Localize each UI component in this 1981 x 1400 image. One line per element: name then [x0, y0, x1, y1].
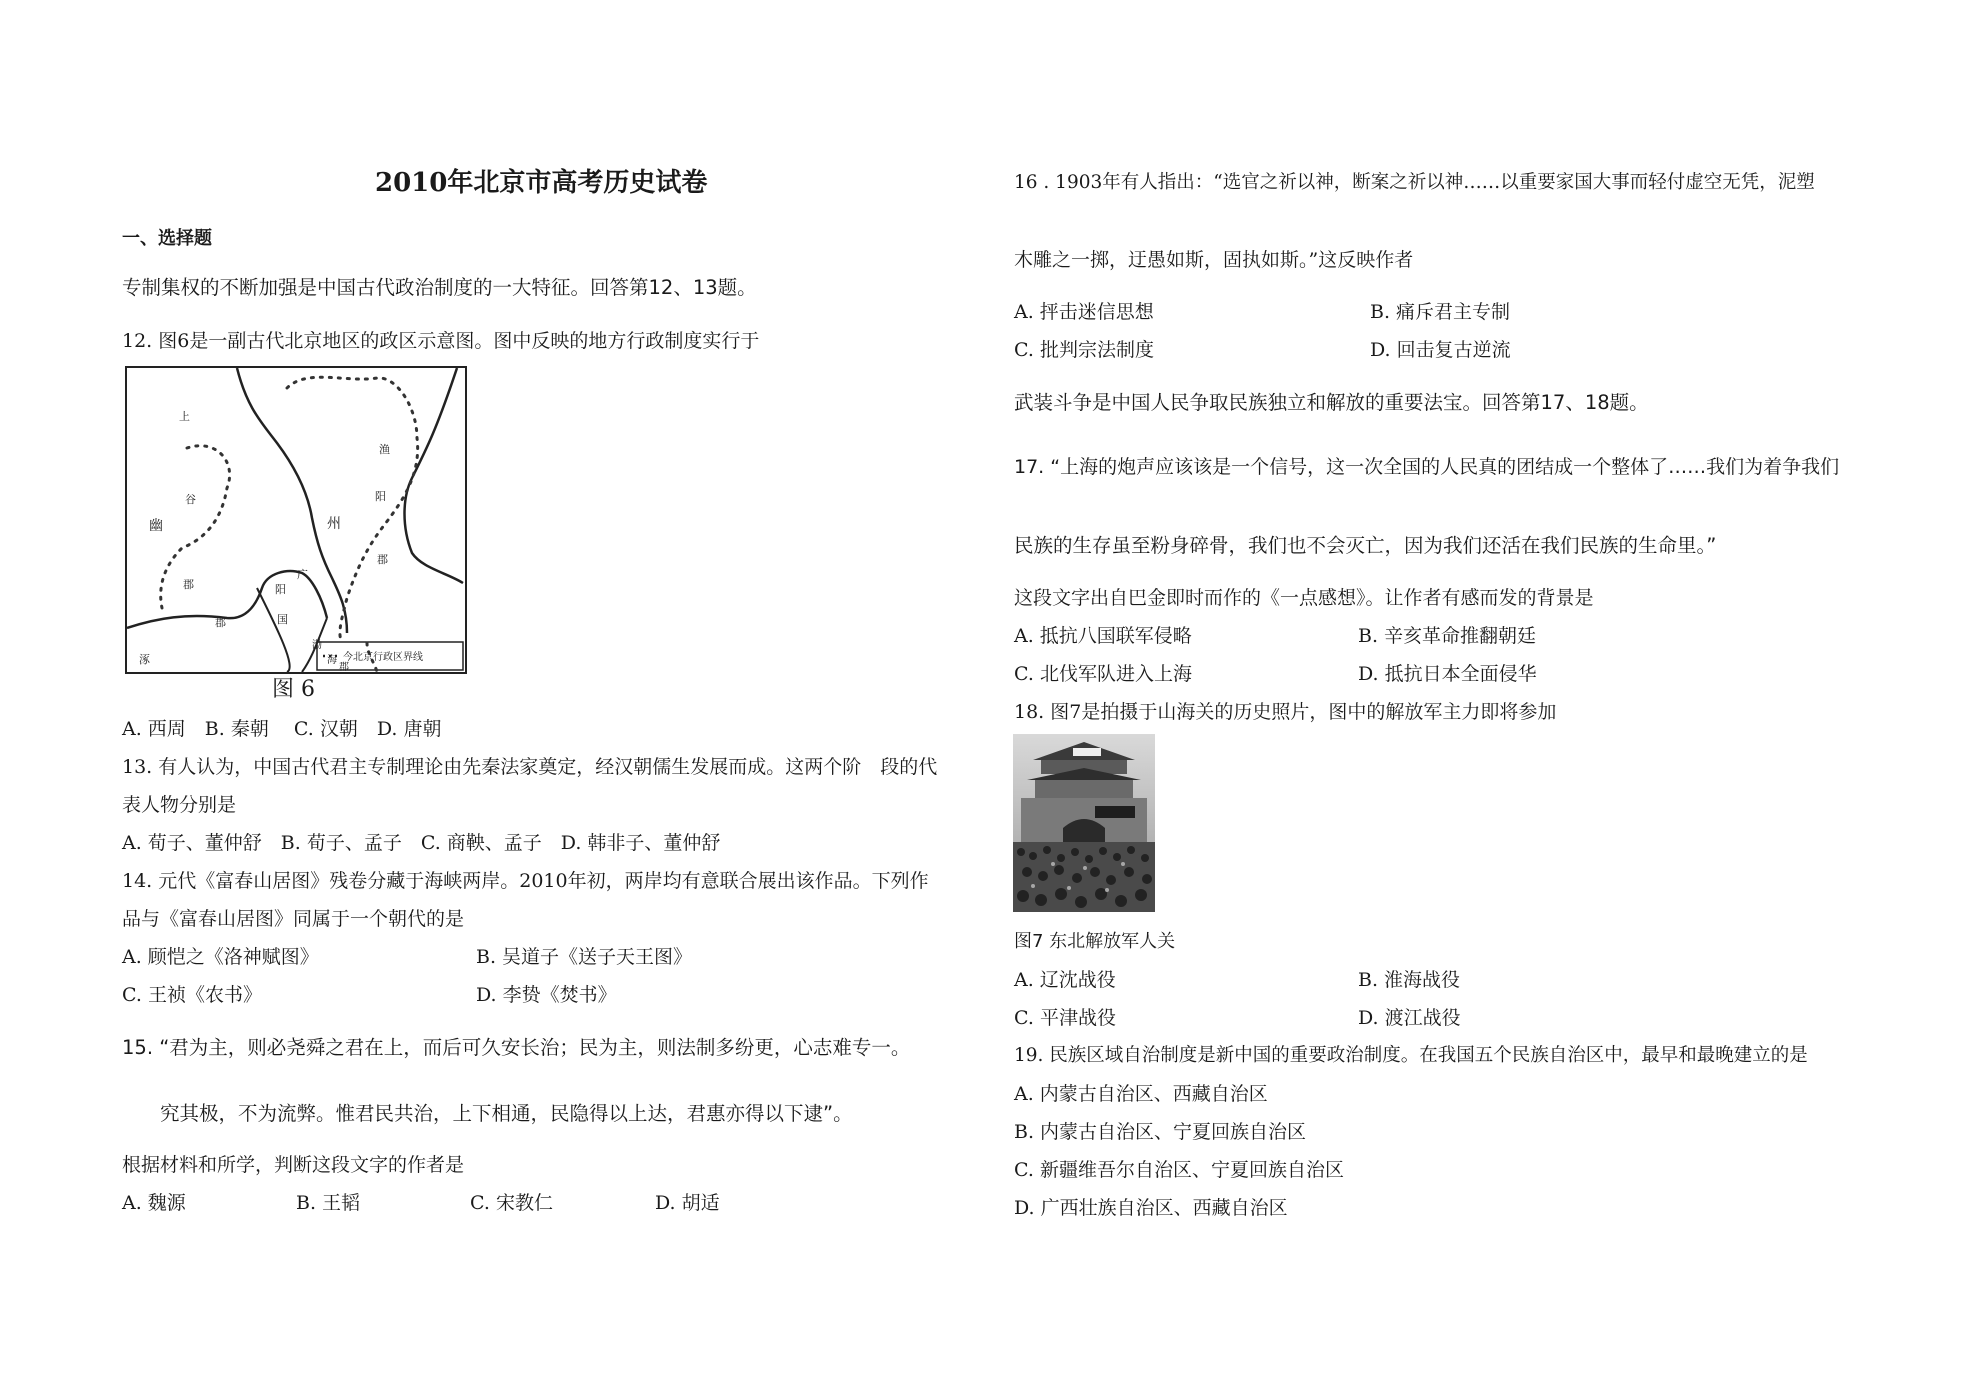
q13-line1: 13. 有人认为，中国古代君主专制理论由先秦法家奠定，经汉朝儒生发展而成。这两个阶 段的代 [122, 756, 938, 778]
map-drawing [127, 368, 465, 672]
section-heading: 一、选择题 [122, 228, 212, 249]
q16-option-a: A. 抨击迷信思想 [1014, 301, 1154, 323]
q15-option-c: C. 宋教仁 [470, 1192, 553, 1214]
q17-line1: 17. “上海的炮声应该该是一个信号，这一次全国的人民真的团结成一个整体了……我们为着争我们 [1014, 456, 1840, 478]
q14-option-c: C. 王祯《农书》 [122, 984, 262, 1006]
map-label: 海 [327, 655, 337, 666]
q16-option-c: C. 批判宗法制度 [1014, 339, 1154, 361]
q15-line2: 究其极，不为流弊。惟君民共治，上下相通，民隐得以上达，君惠亦得以下逮”。 [160, 1102, 853, 1125]
map-label: 郡 [215, 616, 226, 629]
q18-option-a: A. 辽沈战役 [1014, 969, 1116, 991]
q17-line3: 这段文字出自巴金即时而作的《一点感想》。让作者有感而发的背景是 [1014, 587, 1594, 609]
map-label: 渔 [379, 443, 390, 456]
map-label: 郡 [339, 662, 349, 672]
q19-option-b: B. 内蒙古自治区、宁夏回族自治区 [1014, 1121, 1307, 1143]
figure-6-caption: 图 6 [272, 677, 315, 702]
figure-6-map [125, 366, 467, 674]
q15-option-b: B. 王韬 [296, 1192, 361, 1214]
q12-stem: 12. 图6是一副古代北京地区的政区示意图。图中反映的地方行政制度实行于 [122, 330, 760, 352]
q19-stem: 19. 民族区域自治制度是新中国的重要政治制度。在我国五个民族自治区中，最早和最晚建立的是 [1014, 1045, 1808, 1066]
map-label: 涿 [139, 653, 150, 666]
q18-option-c: C. 平津战役 [1014, 1007, 1116, 1029]
q15-line1: 15. “君为主，则必尧舜之君在上，而后可久安长治；民为主，则法制多纷更，心志难专一。 [122, 1036, 911, 1059]
page-title: 2010年北京市高考历史试卷 [375, 168, 708, 198]
q12-options: A. 西周 B. 秦朝 C. 汉朝 D. 唐朝 [122, 718, 442, 740]
q17-option-c: C. 北伐军队进入上海 [1014, 663, 1192, 685]
map-label: 国 [277, 613, 288, 626]
q18-stem: 18. 图7是拍摄于山海关的历史照片，图中的解放军主力即将参加 [1014, 701, 1557, 723]
q19-option-a: A. 内蒙古自治区、西藏自治区 [1014, 1083, 1268, 1105]
map-label: 渤 [312, 640, 322, 651]
map-label: 州 [327, 516, 341, 532]
q17-option-b: B. 辛亥革命推翻朝廷 [1358, 625, 1537, 647]
q16-line1: 16 . 1903年有人指出：“选官之祈以神，断案之祈以神……以重要家国大事而轻付虚空无凭，泥塑 [1014, 172, 1815, 193]
figure-7-photo [1013, 734, 1155, 912]
q17-option-a: A. 抵抗八国联军侵略 [1014, 625, 1192, 647]
q17-option-d: D. 抵抗日本全面侵华 [1358, 663, 1537, 685]
q19-option-d: D. 广西壮族自治区、西藏自治区 [1014, 1197, 1288, 1219]
map-label: 上 [179, 410, 190, 423]
map-legend: 今北京行政区界线 [343, 652, 423, 663]
q16-option-d: D. 回击复古逆流 [1370, 339, 1511, 361]
figure-7-caption: 图7 东北解放军人关 [1014, 931, 1176, 952]
q18-option-d: D. 渡江战役 [1358, 1007, 1461, 1029]
map-label: 郡 [377, 553, 388, 566]
q16-option-b: B. 痛斥君主专制 [1370, 301, 1511, 323]
q19-option-c: C. 新疆维吾尔自治区、宁夏回族自治区 [1014, 1159, 1344, 1181]
q13-options: A. 荀子、董仲舒 B. 荀子、孟子 C. 商鞅、孟子 D. 韩非子、董仲舒 [122, 832, 721, 854]
q13-line2: 表人物分别是 [122, 794, 237, 816]
map-label: 幽 [149, 518, 163, 534]
q18-option-b: B. 淮海战役 [1358, 969, 1461, 991]
intro-12-13: 专制集权的不断加强是中国古代政治制度的一大特征。回答第12、13题。 [122, 276, 757, 299]
q15-option-d: D. 胡适 [655, 1192, 720, 1214]
q14-option-a: A. 顾恺之《洛神赋图》 [122, 946, 319, 968]
q14-option-d: D. 李贽《焚书》 [476, 984, 617, 1006]
q14-line1: 14. 元代《富春山居图》残卷分藏于海峡两岸。2010年初，两岸均有意联合展出该作品。下列作 [122, 870, 929, 892]
map-label: 郡 [183, 578, 194, 591]
q14-line2: 品与《富春山居图》同属于一个朝代的是 [122, 908, 465, 930]
q16-line2: 木雕之一掷，迂愚如斯，固执如斯。”这反映作者 [1014, 249, 1414, 271]
map-label: 阳 [375, 490, 386, 503]
map-label: 谷 [185, 493, 196, 506]
map-label: 阳 [275, 583, 286, 596]
q15-line3: 根据材料和所学，判断这段文字的作者是 [122, 1154, 465, 1176]
q17-line2: 民族的生存虽至粉身碎骨，我们也不会灭亡，因为我们还活在我们民族的生命里。” [1014, 534, 1717, 557]
q14-option-b: B. 吴道子《送子天王图》 [476, 946, 693, 968]
q15-option-a: A. 魏源 [122, 1192, 186, 1214]
map-label: 广 [297, 568, 308, 581]
intro-17-18: 武装斗争是中国人民争取民族独立和解放的重要法宝。回答第17、18题。 [1014, 391, 1649, 414]
